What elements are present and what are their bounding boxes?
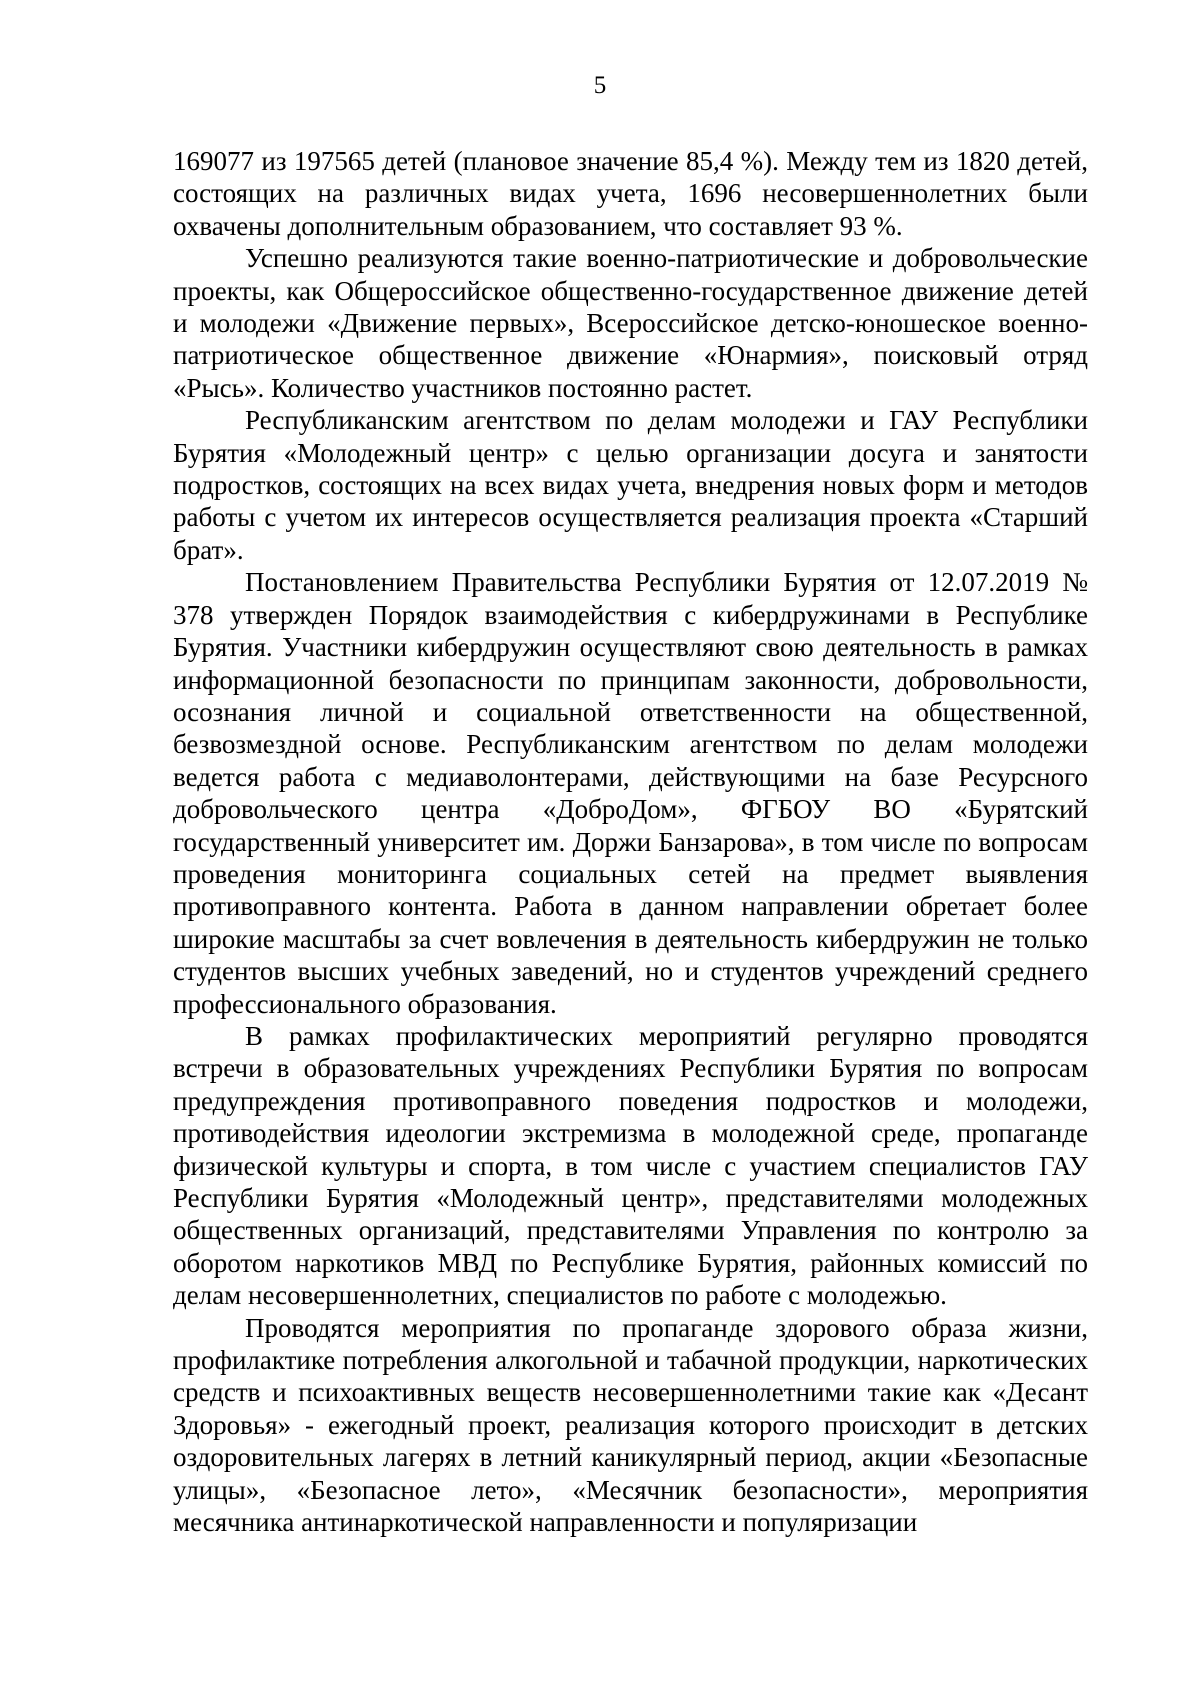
page-number: 5 (593, 72, 607, 99)
paragraph-2: Успешно реализуются такие военно-патриотические и добровольческие проекты, как Общероссийское общественно-государственное движение детей и молодежи «Движение первых», Всероссийское детско-юношеское военно-патриотическое общественное движение «Юнармия», поисковый отряд «Рысь». Количество участников постоянно растет. (173, 243, 1088, 403)
paragraph-3: Республиканским агентством по делам молодежи и ГАУ Республики Бурятия «Молодежный центр» с целью организации досуга и занятости подростков, состоящих на всех видах учета, внедрения новых форм и методов работы с учетом их интересов осуществляется реализация проекта «Старший брат». (173, 405, 1088, 565)
document-body (173, 145, 1088, 1538)
paragraph-6: Проводятся мероприятия по пропаганде здорового образа жизни, профилактике потребления алкогольной и табачной продукции, наркотических средств и психоактивных веществ несовершеннолетними такие как «Десант Здоровья» - ежегодный проект, реализация которого происходит в детских оздоровительных лагерях в летний каникулярный период, акции «Безопасные улицы», «Безопасное лето», «Месячник безопасности», мероприятия месячника антинаркотической направленности и популяризации (173, 1312, 1088, 1538)
paragraph-4: Постановлением Правительства Республики Бурятия от 12.07.2019 № 378 утвержден Порядок взаимодействия с кибердружинами в Республике Бурятия. Участники кибердружин осуществляют свою деятельность в рамках информационной безопасности по принципам законности, добровольности, осознания личной и социальной ответственности на общественной, безвозмездной основе. Республиканским агентством по делам молодежи ведется работа с медиаволонтерами, действующими на базе Ресурсного добровольческого центра «ДоброДом», ФГБОУ ВО «Бурятский государственный университет им. Доржи Банзарова», в том числе по вопросам проведения мониторинга социальных сетей на предмет выявления противоправного контента. Работа в данном направлении обретает более широкие масштабы за счет вовлечения в деятельность кибердружин не только студентов высших учебных заведений, но и студентов учреждений среднего профессионального образования. (173, 567, 1088, 1019)
paragraph-1: 169077 из 197565 детей (плановое значение 85,4 %). Между тем из 1820 детей, состоящих на различных видах учета, 1696 несовершеннолетних были охвачены дополнительным образованием, что составляет 93 %. (173, 146, 1088, 241)
paragraph-5: В рамках профилактических мероприятий регулярно проводятся встречи в образовательных учреждениях Республики Бурятия по вопросам предупреждения противоправного поведения подростков и молодежи, противодействия идеологии экстремизма в молодежной среде, пропаганде физической культуры и спорта, в том числе с участием специалистов ГАУ Республики Бурятия «Молодежный центр», представителями молодежных общественных организаций, представителями Управления по контролю за оборотом наркотиков МВД по Республике Бурятия, районных комиссий по делам несовершеннолетних, специалистов по работе с молодежью. (173, 1020, 1088, 1311)
